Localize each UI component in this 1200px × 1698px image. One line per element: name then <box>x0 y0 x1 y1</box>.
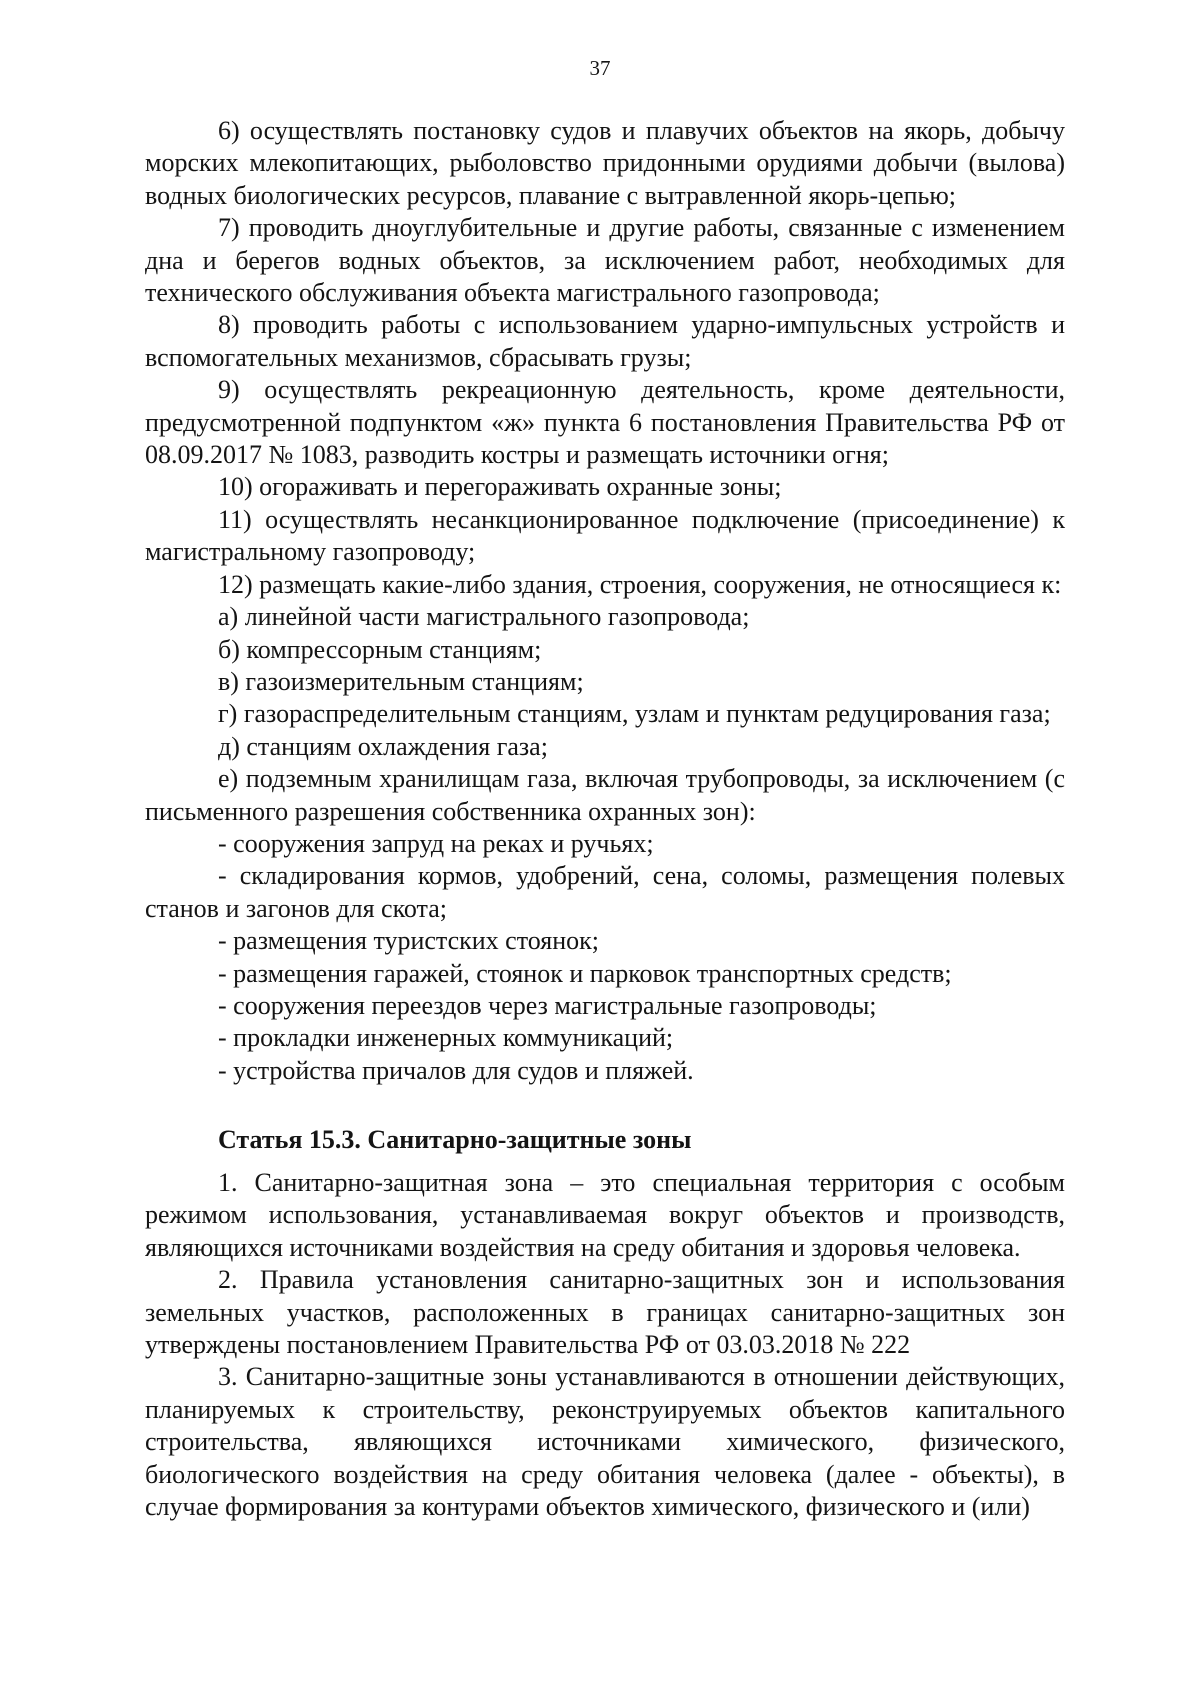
list-item: - сооружения переездов через магистральные газопроводы; <box>218 990 877 1020</box>
list-item: 8) проводить работы с использованием ударно-импульсных устройств и вспомогательных механизмов, сбрасывать грузы; <box>145 310 1065 372</box>
list-item: - размещения гаражей, стоянок и парковок транспортных средств; <box>218 958 952 988</box>
list-item: - складирования кормов, удобрений, сена, соломы, размещения полевых станов и загонов для скота; <box>145 861 1065 923</box>
list-item: - устройства причалов для судов и пляжей. <box>218 1055 694 1085</box>
list-item: е) подземным хранилищам газа, включая трубопроводы, за исключением (с письменного разрешения собственника охранных зон): <box>145 764 1065 826</box>
list-item: 6) осуществлять постановку судов и плавучих объектов на якорь, добычу морских млекопитающих, рыболовство придонными орудиями добычи (вылова) водных биологических ресурсов, плавание с вытравленной якорь-цепью; <box>145 116 1065 210</box>
list-item: а) линейной части магистрального газопровода; <box>218 602 750 632</box>
list-item: 9) осуществлять рекреационную деятельность, кроме деятельности, предусмотренной подпунктом «ж» пункта 6 постановления Правительства РФ от 08.09.2017 № 1083, разводить костры и размещать источники огня; <box>145 375 1065 470</box>
list-item: - прокладки инженерных коммуникаций; <box>218 1023 674 1053</box>
article-heading: Статья 15.3. Санитарно-защитные зоны <box>218 1125 692 1154</box>
list-item: д) станциям охлаждения газа; <box>218 731 548 761</box>
list-item: 11) осуществлять несанкционированное подключение (присоединение) к магистральному газопроводу; <box>145 504 1065 567</box>
list-item: 10) огораживать и перегораживать охранные зоны; <box>218 472 782 502</box>
list-item: - размещения туристских стоянок; <box>218 926 599 956</box>
article-body <box>145 1167 1065 1523</box>
article-paragraph: 1. Санитарно-защитная зона – это специальная территория с особым режимом использования, устанавливаемая вокруг объектов и производств, являющихся источниками воздействия на среду обитания и здоровья человека. <box>145 1168 1065 1262</box>
article-paragraph: 3. Санитарно-защитные зоны устанавливаются в отношении действующих, планируемых к строительству, реконструируемых объектов капитального строительства, являющихся источниками химического, физического, биологического воздействия на среду обитания человека (далее - объекты), в случае формирования за контурами объектов химического, физического и (или) <box>145 1362 1065 1522</box>
list-item: 12) размещать какие-либо здания, строения, сооружения, не относящиеся к: <box>218 569 1062 599</box>
list-item: в) газоизмерительным станциям; <box>218 666 584 696</box>
list-item: - сооружения запруд на реках и ручьях; <box>218 828 654 858</box>
prohibited-activities-list <box>145 115 1065 1087</box>
list-item: б) компрессорным станциям; <box>218 634 542 664</box>
article-paragraph: 2. Правила установления санитарно-защитных зон и использования земельных участков, расположенных в границах санитарно-защитных зон утверждены постановлением Правительства РФ от 03.03.2018 № 222 <box>145 1265 1065 1360</box>
list-item: г) газораспределительным станциям, узлам и пунктам редуцирования газа; <box>218 699 1051 729</box>
page-number: 37 <box>589 56 611 80</box>
list-item: 7) проводить дноуглубительные и другие работы, связанные с изменением дна и берегов водных объектов, за исключением работ, необходимых для технического обслуживания объекта магистрального газопровода; <box>145 213 1065 308</box>
